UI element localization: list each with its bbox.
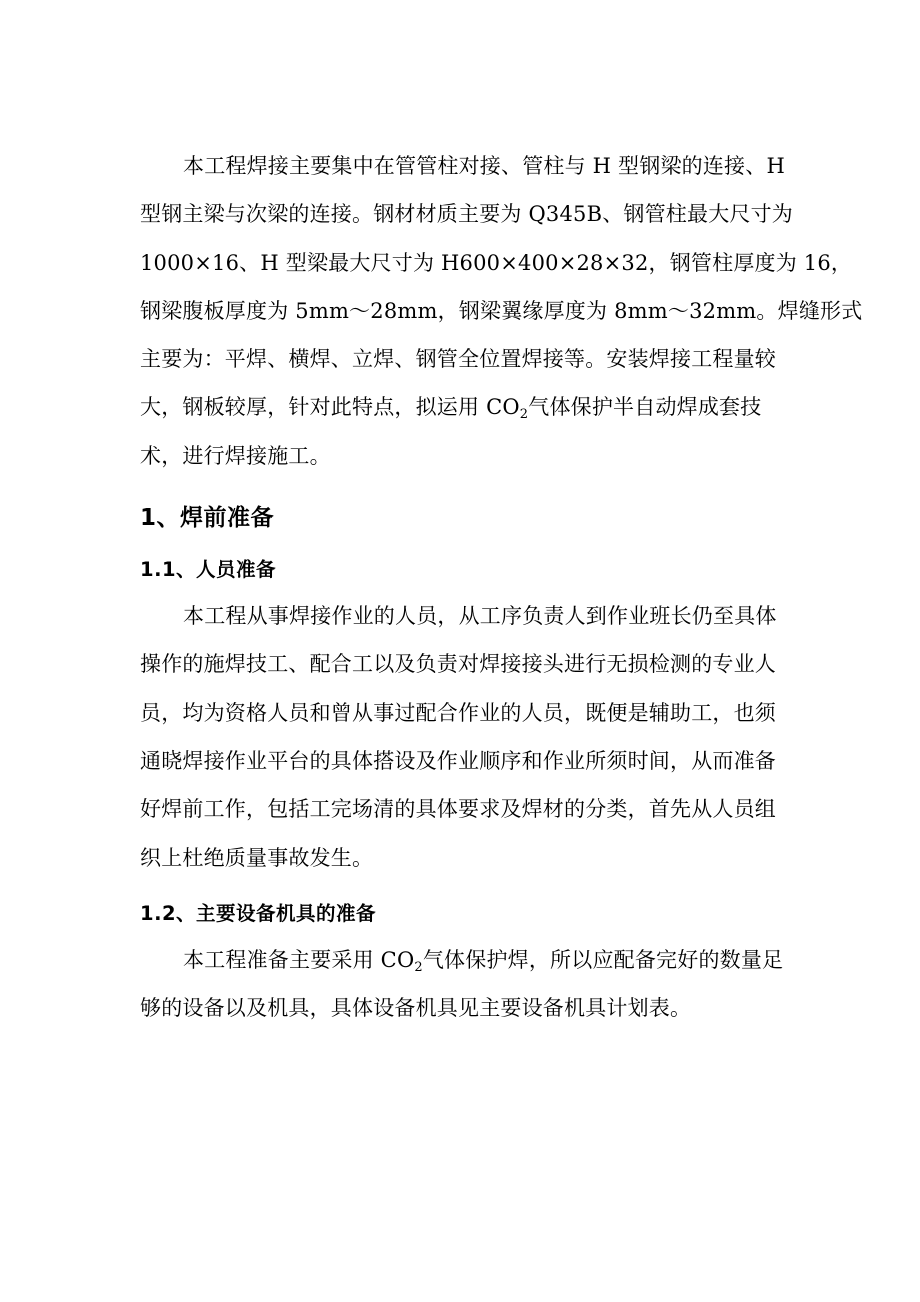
- personnel-paragraph: [140, 592, 780, 882]
- intro-line-5: 主要为：平焊、横焊、立焊、钢管全位置焊接等。安装焊接工程量较: [140, 347, 776, 372]
- intro-line-6b: 气体保护半自动焊成套技: [528, 395, 762, 420]
- section-heading-1: 1、焊前准备: [140, 505, 275, 532]
- personnel-line-6: 织上杜绝质量事故发生。: [140, 845, 374, 870]
- equipment-line-1a: 本工程准备主要采用 CO: [183, 947, 415, 972]
- equipment-line-1b: 气体保护焊，所以应配备完好的数量足: [422, 947, 784, 972]
- personnel-line-3: 员，均为资格人员和曾从事过配合作业的人员，既便是辅助工，也须: [140, 700, 776, 725]
- intro-line-3: 1000×16、H 型梁最大尺寸为 H600×400×28×32，钢管柱厚度为 16，: [140, 250, 853, 275]
- intro-line-6a: 大，钢板较厚，针对此特点，拟运用 CO: [140, 395, 520, 420]
- personnel-line-4: 通晓焊接作业平台的具体搭设及作业顺序和作业所须时间，从而准备: [140, 748, 776, 773]
- personnel-line-1: 本工程从事焊接作业的人员，从工序负责人到作业班长仍至具体: [183, 604, 777, 629]
- personnel-line-2: 操作的施焊技工、配合工以及负责对焊接接头进行无损检测的专业人: [140, 652, 776, 677]
- section-heading-1-1: 1.1、人员准备: [140, 558, 277, 582]
- personnel-line-5: 好焊前工作，包括工完场清的具体要求及焊材的分类，首先从人员组: [140, 797, 776, 822]
- co2-subscript: 2: [519, 407, 529, 423]
- equipment-paragraph: [140, 936, 784, 1033]
- intro-paragraph: [140, 142, 863, 480]
- intro-line-7: 术，进行焊接施工。: [140, 443, 331, 468]
- co2-subscript-2: 2: [414, 959, 423, 975]
- equipment-line-2: 够的设备以及机具，具体设备机具见主要设备机具计划表。: [140, 996, 692, 1021]
- document-page: [140, 142, 863, 1032]
- section-heading-1-2: 1.2、主要设备机具的准备: [140, 901, 377, 925]
- intro-line-1: 本工程焊接主要集中在管管柱对接、管柱与 H 型钢梁的连接、H: [183, 154, 785, 178]
- intro-line-4: 钢梁腹板厚度为 5mm～28mm，钢梁翼缘厚度为 8mm～32mm。焊缝形式: [140, 298, 863, 323]
- intro-line-2: 型钢主梁与次梁的连接。钢材材质主要为 Q345B、钢管柱最大尺寸为: [140, 202, 794, 227]
